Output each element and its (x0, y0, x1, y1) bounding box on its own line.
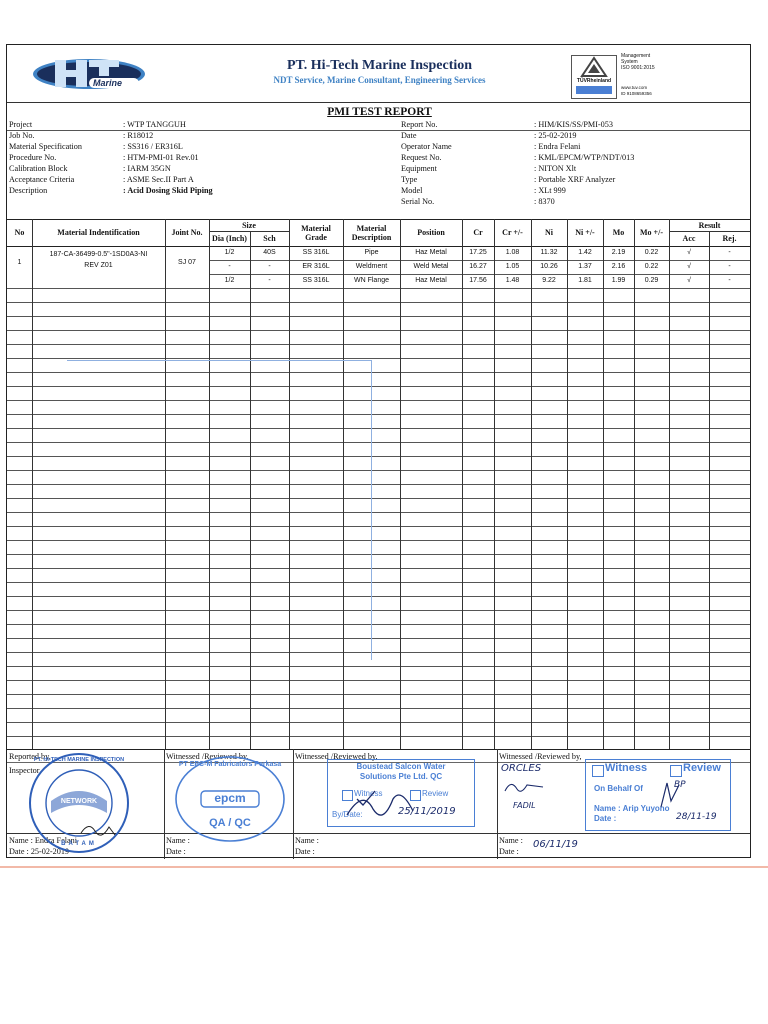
table-row-line (7, 680, 750, 681)
header-cr-pm: Cr +/- (502, 228, 523, 237)
job-no-value: : R18012 (123, 131, 154, 140)
cell-cr: 17.25 (469, 249, 487, 256)
client-review-label: Review (683, 762, 721, 774)
epcm-qaqc-label: QA / QC (209, 817, 251, 829)
tuv-body: TÜVRheinland (576, 78, 612, 84)
inspector-signature (79, 819, 119, 839)
cell-position: Weld Metal (413, 263, 449, 270)
col-line-no (32, 219, 33, 749)
cell-ni-pm: 1.37 (578, 263, 592, 270)
table-row-line (7, 330, 750, 331)
cert-line-2: System (621, 59, 638, 65)
cell-mo-pm: 0.22 (644, 249, 659, 256)
model-value: : XLt 999 (534, 186, 566, 195)
epcm-center-text: epcm (214, 791, 246, 805)
signature-divider-3 (497, 749, 498, 859)
pmi-results-table (7, 219, 750, 749)
operator-name-label: Operator Name (401, 142, 452, 151)
cell-mo-pm: 0.29 (644, 277, 659, 284)
signature-divider-2 (293, 749, 294, 859)
cell-acc: √ (687, 277, 691, 284)
equipment-label: Equipment (401, 164, 437, 173)
signature-block (7, 749, 750, 859)
cell-mo-pm: 0.22 (644, 263, 659, 270)
cell-mo: 1.99 (611, 277, 626, 284)
client-witness-label: Witness (605, 762, 648, 774)
header-material-description (343, 219, 400, 246)
cell-ni: 10.26 (540, 263, 558, 270)
htm-company-stamp (27, 751, 131, 855)
cell-cr: 17.56 (469, 277, 487, 284)
table-row-line (7, 554, 750, 555)
cell-sch: - (268, 263, 271, 270)
header-material-grade (289, 219, 343, 246)
header-cr: Cr (473, 228, 483, 237)
reporter-name: Name : Endra Felani (9, 836, 77, 845)
cell-cr-pm: 1.48 (505, 277, 520, 284)
table-row-line (7, 428, 750, 429)
material-spec-label: Material Specification (9, 142, 82, 151)
col-line-dia (250, 231, 251, 749)
header-no: No (14, 228, 25, 237)
acceptance-criteria-label: Acceptance Criteria (9, 175, 75, 184)
boustead-review-label: Review (422, 789, 449, 798)
request-no-value: : KML/EPCM/WTP/NDT/013 (534, 153, 635, 162)
table-row-line (7, 582, 750, 583)
witness-4-date: Date : (499, 847, 519, 856)
serial-no-label: Serial No. (401, 197, 435, 206)
project-underline (7, 130, 750, 131)
operator-name-value: : Endra Felani (534, 142, 581, 151)
cert-site: www.tuv.com (621, 85, 648, 90)
witness-3-name: Name : (295, 836, 319, 845)
col-line-grade (343, 219, 344, 749)
table-row-line (7, 638, 750, 639)
cell-mo: 2.16 (611, 263, 626, 270)
client-signature (657, 781, 683, 811)
company-tagline: NDT Service, Marine Consultant, Engineering Services (273, 75, 486, 85)
client-behalf-label: On Behalf Of (594, 784, 643, 793)
inspector-role: Inspector (9, 766, 40, 775)
date-label: Date (401, 131, 417, 140)
procedure-no-label: Procedure No. (9, 153, 57, 162)
witness-2-date: Date : (166, 847, 186, 856)
cell-grade: SS 316L (302, 277, 330, 284)
epcm-ring-text: PT EPC-M Fabricators Perkasa (178, 761, 282, 768)
col-line-cr (494, 219, 495, 749)
job-no-label: Job No. (9, 131, 35, 140)
htm-stamp-top: PT. HI-TECH MARINE INSPECTION (33, 757, 125, 763)
handwritten-date: 06/11/19 (533, 839, 578, 850)
cell-ni-pm: 1.42 (578, 249, 592, 256)
boustead-line1: Boustead Salcon Water (356, 762, 446, 771)
date-value: : 25-02-2019 (534, 131, 577, 140)
cell-rej: - (728, 263, 731, 270)
boustead-witness-label: Witness (354, 789, 383, 798)
col-line-desc (400, 219, 401, 749)
cell-cr: 16.27 (469, 263, 487, 270)
header-rej: Rej. (722, 234, 737, 243)
cell-grade: ER 316L (302, 263, 330, 270)
signature-top-border (7, 749, 750, 750)
table-row-line (7, 470, 750, 471)
equipment-value: : NITON Xlt (534, 164, 577, 173)
boustead-date-hand: 25/11/2019 (398, 806, 456, 817)
col-line-mo (634, 219, 635, 749)
company-name: PT. Hi-Tech Marine Inspection (286, 58, 473, 73)
table-row (7, 246, 750, 260)
table-row-line (7, 484, 750, 485)
cert-line-1: Management (621, 53, 651, 59)
scan-mark (67, 360, 371, 361)
type-value: : Portable XRF Analyzer (534, 175, 616, 184)
scan-mark (371, 360, 372, 660)
cell-position: Haz Metal (415, 249, 447, 256)
calibration-block-label: Calibration Block (9, 164, 68, 173)
col-line-nipm (603, 219, 604, 749)
header-position: Position (417, 228, 445, 237)
material-identification-line1: 187-CA-36499-0.5"-1SD0A3-NI (49, 251, 148, 258)
report-title: PMI TEST REPORT (327, 106, 432, 118)
col-line-material (165, 219, 166, 749)
handwritten-fadil: FADIL (513, 801, 536, 810)
cell-ni: 9.22 (542, 277, 556, 284)
header-mo-pm: Mo +/- (640, 228, 663, 237)
item-number: 1 (17, 259, 22, 266)
client-date-hand: 28/11-19 (676, 812, 717, 822)
cell-description: Weldment (355, 263, 388, 270)
header-ni: Ni (545, 228, 553, 237)
client-behalf-hand: BP (674, 780, 686, 790)
tuv-logo-box (571, 55, 617, 99)
client-date-label: Date : (594, 814, 617, 823)
table-row (7, 274, 750, 288)
table-row-line (7, 694, 750, 695)
table-row-line (7, 302, 750, 303)
header-ni-pm: Ni +/- (575, 228, 595, 237)
type-label: Type (401, 175, 418, 184)
header-joint-no: Joint No. (171, 228, 203, 237)
header-material-grade-line1: Material (301, 223, 331, 233)
model-label: Model (401, 186, 423, 195)
table-row-line (7, 512, 750, 513)
cell-position: Haz Metal (415, 277, 447, 284)
table-row-line (7, 666, 750, 667)
header-result: Result (698, 220, 721, 230)
cell-ni: 11.32 (540, 249, 558, 256)
material-spec-value: : SS316 / ER316L (123, 142, 183, 151)
col-line-ni (567, 219, 568, 749)
report-form (6, 44, 751, 858)
witness-3-title: Witnessed /Reviewed by, (295, 752, 378, 761)
header-material-description-line2: Description (351, 232, 392, 242)
client-review-checkbox (670, 765, 682, 777)
header-sch: Sch (263, 234, 276, 243)
table-row-line (7, 624, 750, 625)
logo-wordmark: Marine (93, 78, 123, 88)
table-row-line (7, 540, 750, 541)
col-line-sch (289, 219, 290, 749)
cell-dia: - (228, 263, 231, 270)
table-row-line (7, 372, 750, 373)
header-material-identification: Material Indentification (57, 228, 140, 237)
table-row-line (7, 652, 750, 653)
table-row-line (7, 596, 750, 597)
cell-description: WN Flange (353, 277, 389, 284)
witness-4-title: Witnessed /Reviewed by, (499, 752, 582, 761)
reporter-date: Date : 25-02-2019 (9, 847, 70, 856)
client-name-label: Name : Arip Yuyono (594, 804, 670, 813)
cell-rej: - (728, 277, 731, 284)
table-row-line (7, 722, 750, 723)
calibration-block-value: : IARM 35GN (123, 164, 171, 173)
header-dia: Dia (Inch) (212, 234, 247, 243)
col-line-joint (209, 219, 210, 749)
table-row-line (7, 414, 750, 415)
joint-number: SJ 07 (178, 259, 196, 266)
table-row-line (7, 736, 750, 737)
serial-no-value: : 8370 (534, 197, 555, 206)
header-material-description-line1: Material (356, 223, 387, 233)
table-row-line (7, 568, 750, 569)
htm-stamp-bottom: BATAM (61, 841, 97, 847)
report-no-value: : HIM/KIS/SS/PMI-053 (534, 120, 613, 129)
tuv-blue-bar (576, 86, 612, 94)
htm-stamp-center: NETWORK (60, 798, 98, 805)
col-line-crpm (531, 219, 532, 749)
table-row-line (7, 344, 750, 345)
table-row-line (7, 610, 750, 611)
boustead-signature (343, 785, 433, 825)
col-line-position (462, 219, 463, 749)
table-row-line (7, 288, 750, 289)
scan-edge (0, 866, 768, 868)
material-identification-line2: REV Z01 (84, 262, 113, 269)
cell-acc: √ (687, 263, 691, 270)
request-no-label: Request No. (401, 153, 442, 162)
cell-ni-pm: 1.81 (578, 277, 592, 284)
cell-dia: 1/2 (224, 249, 235, 256)
cell-cr-pm: 1.08 (505, 249, 520, 256)
cell-grade: SS 316L (302, 249, 330, 256)
epcm-qaqc-stamp (171, 753, 289, 849)
witness-2-name: Name : (166, 836, 190, 845)
client-witness-checkbox (592, 765, 604, 777)
tuv-triangle-icon (572, 56, 616, 78)
cell-acc: √ (687, 249, 691, 256)
table-row-line (7, 386, 750, 387)
boustead-bydate-label: By/Date: (332, 810, 363, 819)
table-row-line (7, 708, 750, 709)
table-row-line (7, 526, 750, 527)
table-row-line (7, 456, 750, 457)
table-row-line (7, 358, 750, 359)
header-mo: Mo (612, 228, 625, 237)
cert-line-3: ISO 9001:2015 (621, 65, 655, 71)
cell-dia: 1/2 (224, 277, 235, 284)
cell-description: Pipe (364, 249, 379, 256)
table-row-line (7, 442, 750, 443)
cert-id: ID 9108659356 (621, 91, 652, 96)
header-acc: Acc (682, 234, 696, 243)
cell-rej: - (728, 249, 731, 256)
description-value: : Acid Dosing Skid Piping (123, 186, 213, 195)
procedure-no-value: : HTM-PMI-01 Rev.01 (123, 153, 199, 162)
handwritten-signature-mark (503, 779, 547, 797)
table-row-line (7, 498, 750, 499)
report-no-label: Report No. (401, 120, 438, 129)
signature-divider-1 (164, 749, 165, 859)
witness-4-name: Name : (499, 836, 523, 845)
reported-by-title: Reported by, (9, 752, 51, 761)
cell-sch: 40S (263, 249, 276, 256)
table-row (7, 260, 750, 274)
boustead-line2: Solutions Pte Ltd. QC (359, 772, 443, 781)
handwritten-orcles: ORCLES (501, 763, 542, 774)
description-label: Description (9, 186, 48, 195)
cell-mo: 2.19 (611, 249, 626, 256)
col-line-acc (709, 231, 710, 749)
witness-2-title: Witnessed /Reviewed by, (166, 752, 249, 761)
tuv-certification-mark (571, 51, 675, 99)
header-material-grade-line2: Grade (305, 232, 327, 242)
cell-sch: - (268, 277, 271, 284)
acceptance-criteria-value: : ASME Sec.II Part A (123, 175, 194, 184)
project-value: : WTP TANGGUH (123, 120, 186, 129)
project-label: Project (9, 120, 33, 129)
header-divider (7, 102, 750, 103)
cell-cr-pm: 1.05 (505, 263, 520, 270)
col-line-mopm (669, 219, 670, 749)
header-size: Size (242, 220, 256, 230)
witness-3-date: Date : (295, 847, 315, 856)
table-row-line (7, 316, 750, 317)
table-row-line (7, 400, 750, 401)
